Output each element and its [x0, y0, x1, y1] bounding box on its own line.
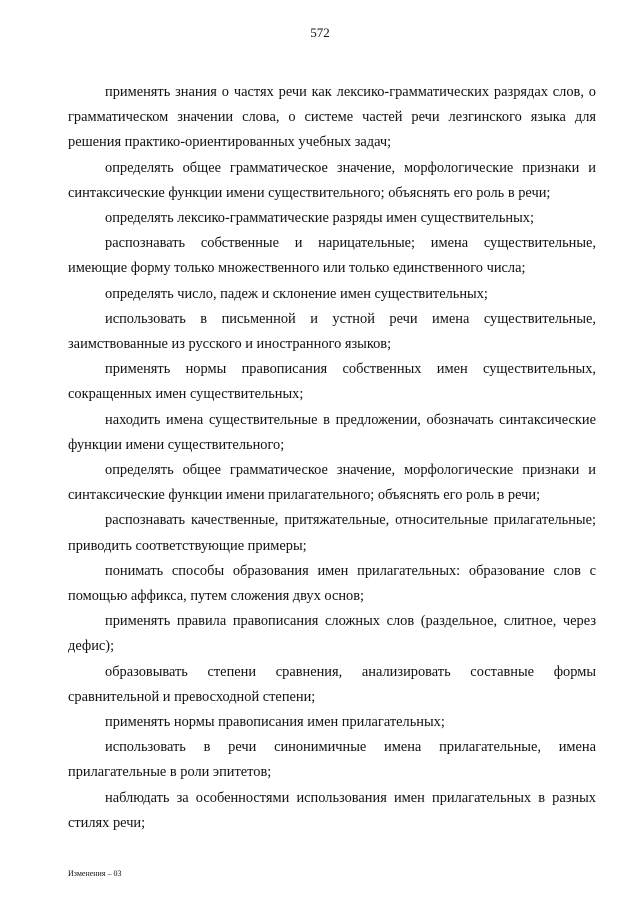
paragraph: распознавать качественные, притяжательные, относительные прилагательные; приводить соответствующие примеры;	[68, 512, 596, 554]
page-number: 572	[310, 25, 330, 40]
footer-revision: Изменения – 03	[68, 869, 122, 878]
paragraph: определять число, падеж и склонение имен существительных;	[105, 285, 488, 302]
paragraph: находить имена существительные в предложении, обозначать синтаксические функции имени существительного;	[68, 411, 596, 453]
paragraph: понимать способы образования имен прилагательных: образование слов с помощью аффикса, путем сложения двух основ;	[68, 562, 596, 605]
paragraph: образовывать степени сравнения, анализировать составные формы сравнительной и превосходной степени;	[68, 663, 596, 705]
paragraph: наблюдать за особенностями использования имен прилагательных в разных стилях речи;	[68, 789, 596, 831]
paragraph: определять общее грамматическое значение, морфологические признаки и синтаксические функции имени прилагательного; объяснять его роль в речи;	[68, 462, 596, 504]
paragraph: применять нормы правописания имен прилагательных;	[105, 714, 445, 731]
document-body	[68, 80, 596, 836]
paragraph: использовать в речи синонимичные имена прилагательные, имена прилагательные в роли эпитетов;	[68, 739, 596, 781]
paragraph: определять лексико-грамматические разряды имен существительных;	[105, 210, 534, 227]
paragraph: определять общее грамматическое значение, морфологические признаки и синтаксические функции имени существительного; объяснять его роль в речи;	[68, 159, 596, 201]
paragraph: применять нормы правописания собственных имен существительных, сокращенных имен существительных;	[68, 361, 596, 403]
paragraph: применять знания о частях речи как лексико-грамматических разрядах слов, о грамматическом значении слова, о системе частей речи лезгинского языка для решения практико-ориентированных учебных задач;	[68, 84, 596, 151]
paragraph: использовать в письменной и устной речи имена существительные, заимствованные из русского и иностранного языков;	[68, 310, 596, 353]
paragraph: применять правила правописания сложных слов (раздельное, слитное, через дефис);	[68, 613, 596, 655]
paragraph: распознавать собственные и нарицательные; имена существительные, имеющие форму только множественного или только единственного числа;	[68, 235, 596, 277]
